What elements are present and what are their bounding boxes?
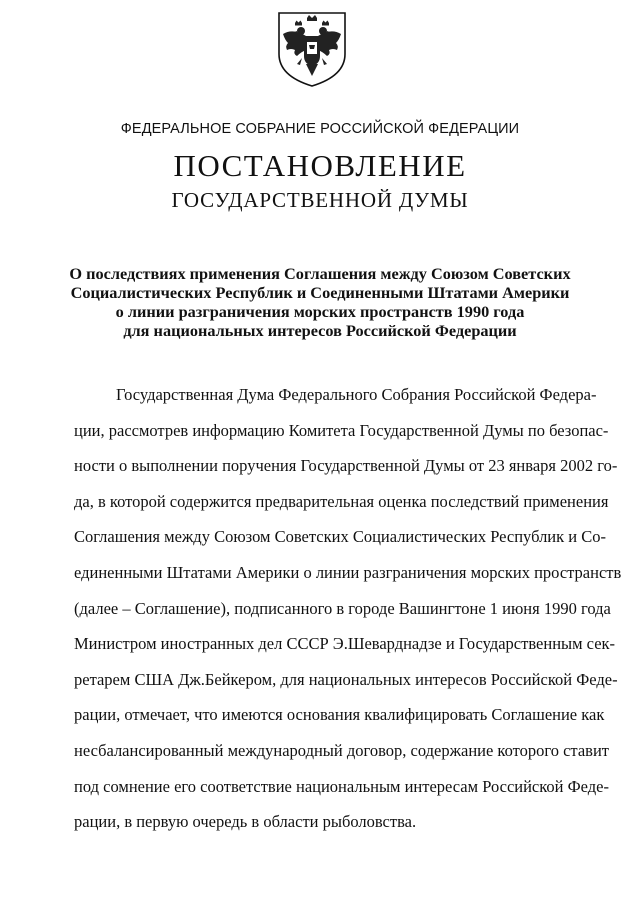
body-line: под сомнение его соответствие национальным интересам Российской Феде-: [74, 776, 609, 796]
heading-line: О последствиях применения Соглашения между Союзом Советских: [69, 264, 571, 283]
body-line: несбалансированный международный договор, содержание которого ставит: [74, 740, 610, 760]
body-line: (далее – Соглашение), подписанного в городе Вашингтоне 1 июня 1990 года: [74, 598, 611, 618]
body-line: единенными Штатами Америки о линии разграничения морских пространств: [74, 562, 622, 582]
body-line: Министром иностранных дел СССР Э.Шеварднадзе и Государственным сек-: [74, 634, 616, 654]
body-line: ретарем США Дж.Бейкером, для национальных интересов Российской Феде-: [74, 669, 618, 689]
coat-of-arms-icon: [273, 10, 351, 88]
body-line: ности о выполнении поручения Государственной Думы от 23 января 2002 го-: [74, 456, 618, 476]
body-line: рации, отмечает, что имеются основания квалифицировать Соглашение как: [74, 705, 605, 725]
document-title: ПОСТАНОВЛЕНИЕ: [173, 148, 467, 183]
heading-line: о линии разграничения морских пространств 1990 года: [115, 302, 525, 321]
body-paragraph: [74, 385, 622, 849]
document-subtitle: ГОСУДАРСТВЕННОЙ ДУМЫ: [171, 188, 469, 212]
body-line: Соглашения между Союзом Советских Социалистических Республик и Со-: [74, 527, 606, 547]
body-line: да, в которой содержится предварительная оценка последствий применения: [74, 491, 609, 511]
heading-line: для национальных интересов Российской Федерации: [123, 321, 517, 340]
body-line: рации, в первую очередь в области рыболовства.: [74, 812, 417, 832]
heading-line: Социалистических Республик и Соединенными Штатами Америки: [70, 283, 570, 302]
organization-name: ФЕДЕРАЛЬНОЕ СОБРАНИЕ РОССИЙСКОЙ ФЕДЕРАЦИИ: [120, 121, 520, 137]
body-line: Государственная Дума Федерального Собрания Российской Федера-: [116, 385, 597, 404]
resolution-heading: [60, 264, 580, 340]
body-line: ции, рассмотрев информацию Комитета Государственной Думы по безопас-: [74, 420, 609, 440]
